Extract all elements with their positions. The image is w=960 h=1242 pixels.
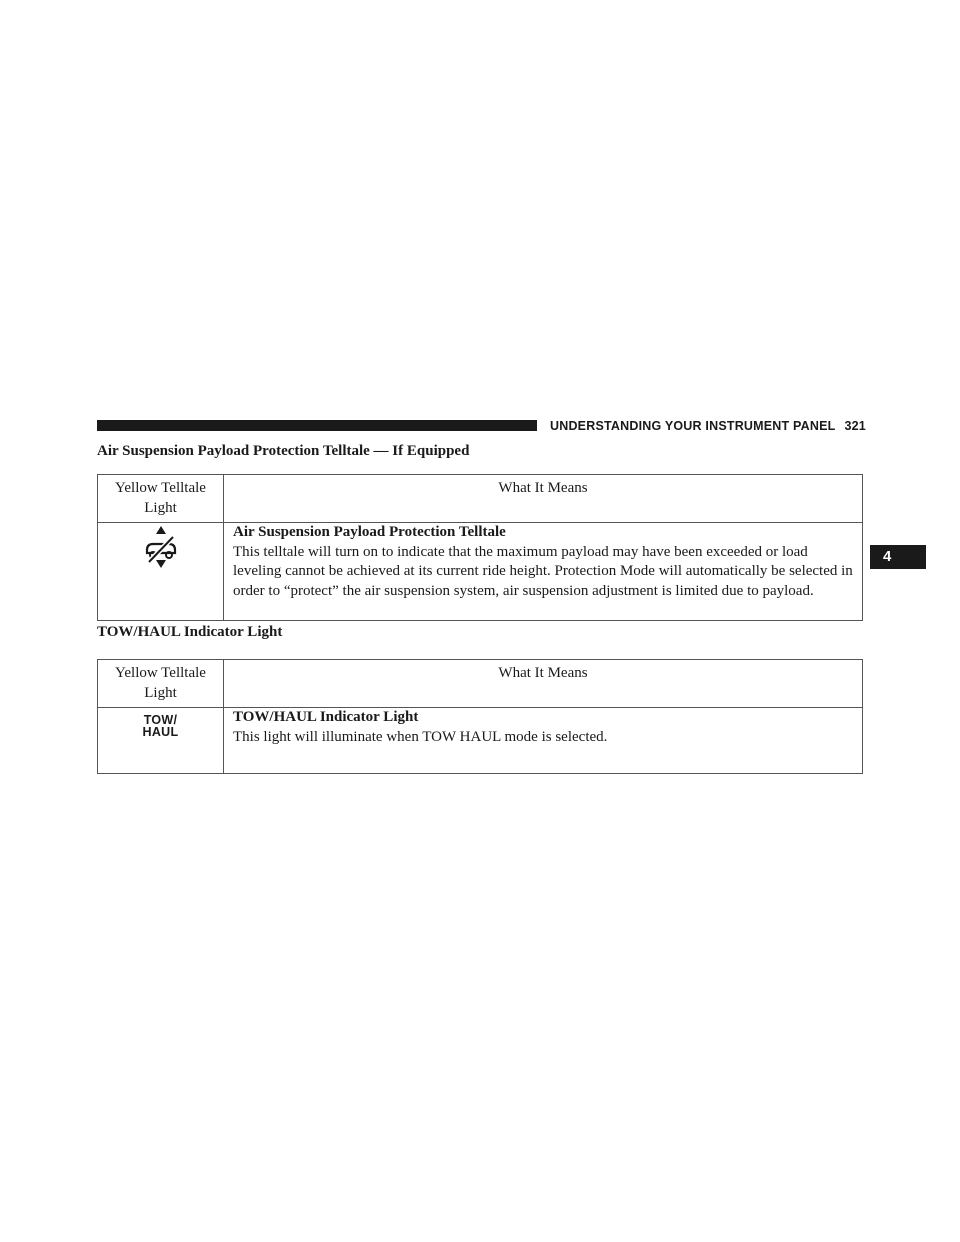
icon-cell xyxy=(98,708,224,774)
column-header-meaning: What It Means xyxy=(224,660,863,708)
tow-haul-icon-line1: TOW/ xyxy=(143,713,178,727)
air-suspension-telltale-table xyxy=(97,474,863,621)
header-rule xyxy=(97,420,537,431)
tow-haul-icon-line2: HAUL xyxy=(142,725,179,739)
row-description: This light will illuminate when TOW HAUL mode is selected. xyxy=(233,728,608,745)
column-header-light: Yellow Telltale Light xyxy=(98,475,224,523)
column-header-light: Yellow Telltale Light xyxy=(98,660,224,708)
chapter-title: UNDERSTANDING YOUR INSTRUMENT PANEL xyxy=(550,419,836,433)
table-header-row xyxy=(98,475,863,523)
tow-haul-telltale-table xyxy=(97,659,863,774)
row-heading: TOW/HAUL Indicator Light xyxy=(233,709,419,725)
section-title-tow-haul: TOW/HAUL Indicator Light xyxy=(97,624,283,640)
row-description: This telltale will turn on to indicate that the maximum payload may have been exceeded or load leveling cannot be achieved at its current ride height. Protection Mode will automatically be selected in order to “protect” the air suspension system, air suspension adjustment is limited due to payload. xyxy=(233,543,853,599)
row-heading: Air Suspension Payload Protection Telltale xyxy=(233,524,506,540)
table-header-row xyxy=(98,660,863,708)
chapter-tab: 4 xyxy=(870,545,926,569)
tow-haul-icon xyxy=(143,714,179,738)
air-suspension-payload-icon xyxy=(141,558,181,574)
running-header xyxy=(550,419,866,433)
table-row xyxy=(98,708,863,774)
section-title-air-suspension: Air Suspension Payload Protection Telltale — If Equipped xyxy=(97,443,470,459)
column-header-meaning: What It Means xyxy=(224,475,863,523)
meaning-cell xyxy=(224,708,863,774)
table-row xyxy=(98,523,863,621)
icon-cell xyxy=(98,523,224,621)
meaning-cell xyxy=(224,523,863,621)
page-number: 321 xyxy=(844,419,866,433)
